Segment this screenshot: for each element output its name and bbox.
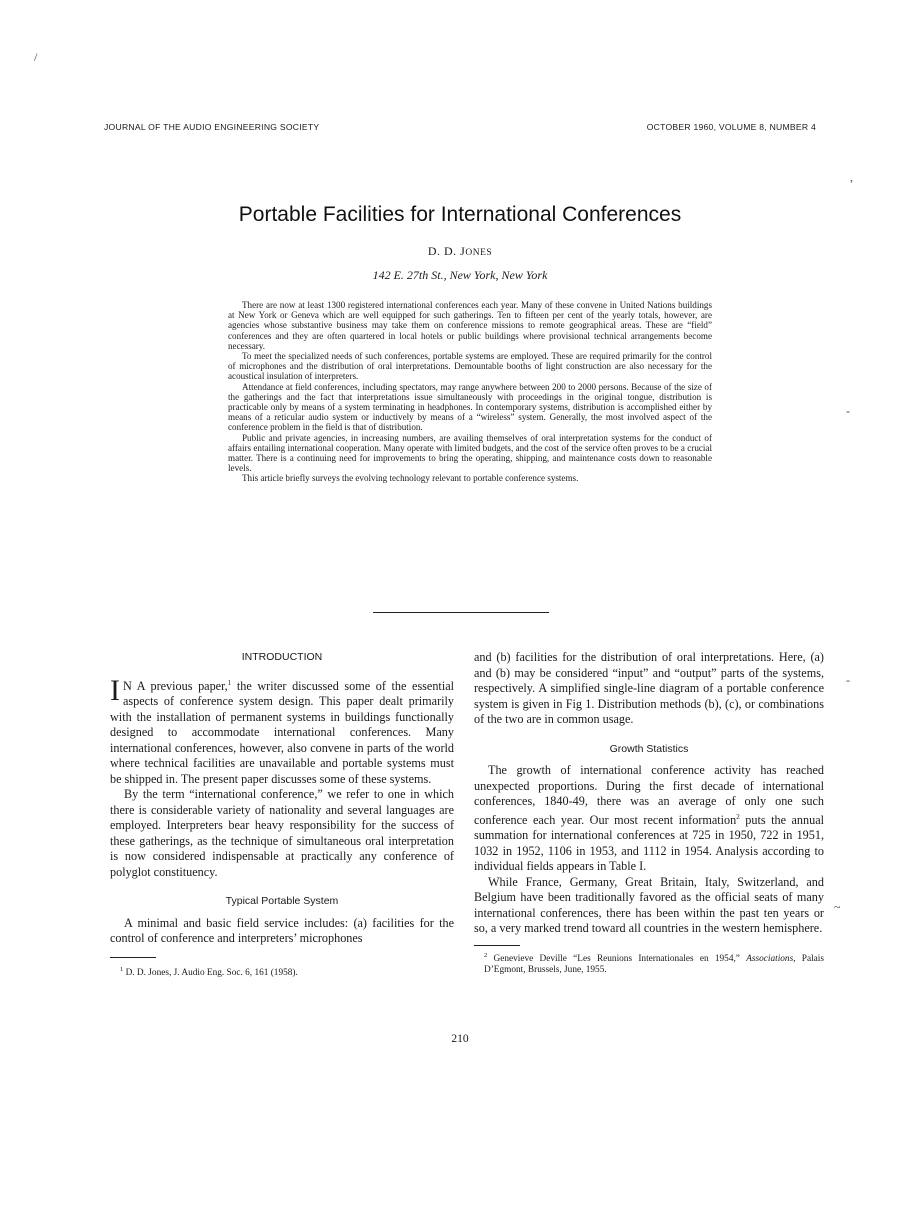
article-author (0, 244, 900, 259)
footnote (110, 964, 454, 979)
introduction-paragraph: By the term “international conference,” we refer to one in which there is considerable variety of nationality and several languages are employed. Interpreters bear heavy responsibility for the success of these gatherings, as the technique of simultaneous oral interpretation is now considered indispensable at practically any conference of polyglot constituency. (110, 787, 454, 879)
footnote (474, 950, 824, 976)
growth-body: puts the annual summation for international conferences at 725 in 1950, 722 in 1951, 1032 in 1952, 1106 in 1953, and 1112 in 1954. Analysis according to individual fields appears in Table I. (474, 812, 824, 874)
footnote-rule (110, 957, 156, 958)
issue-running-head: OCTOBER 1960, VOLUME 8, NUMBER 4 (646, 122, 816, 132)
footnote-text: D. D. Jones, J. Audio Eng. Soc. 6, 161 (1958). (123, 967, 298, 978)
introduction-heading: INTRODUCTION (241, 651, 323, 663)
author-address: 142 E. 27th St., New York, New York (372, 268, 548, 282)
typical-system-paragraph: A minimal and basic field service includes: (a) facilities for the control of conference and interpreters’ microphones (110, 915, 454, 946)
abstract-paragraph: Public and private agencies, in increasing numbers, are availing themselves of oral interpretation systems for the conduct of affairs entailing international cooperation. Many operate with limited budgets, and the cost of the service often proves to be a crucial matter. There is a continuing need for improvements to bring the operating, shipping, and maintenance costs down to reasonable levels. (228, 432, 712, 474)
reference-mark: 1 (227, 678, 232, 687)
growth-statistics-heading: Growth Statistics (609, 742, 689, 755)
growth-paragraph (474, 763, 824, 875)
scan-mark: - (846, 673, 850, 687)
abstract-paragraph: Attendance at field conferences, including spectators, may range anywhere between 200 to 2000 persons. Because of the size of the gatherings and the fact that interpretations issue simultaneously with proceedings in the original tongue, distribution is practicable only by means of a system terminating in headphones. In contemporary systems, distribution is accomplished either by means of a reticular audio system or inductively by means of a “wireless” system. Generally, the most involved aspect of the conference problem in the field is that of distribution. (228, 381, 712, 433)
footnote-text: Genevieve Deville “Les Reunions Internationales en 1954,” (487, 953, 747, 964)
left-column (110, 651, 454, 979)
scan-mark: / (34, 50, 38, 64)
abstract-paragraph: There are now at least 1300 registered international conferences each year. Many of these convene in United Nations buildings at New York or Geneva which are well equipped for such gatherings. Ten to fifteen per cent of the yearly totals, however, are agencies whose substantive business may take them on conference missions to remote geographical areas. These are “field” conferences and they are often quartered in local hotels or public buildings where provisional technical arrangements become necessary. (228, 300, 712, 351)
scan-mark: - (846, 404, 850, 418)
abstract (228, 300, 712, 484)
scan-mark: , (850, 170, 853, 184)
intro-body: the writer discussed some of the essential aspects of conference system design. This paper dealt primarily with the installation of permanent systems in buildings functionally designed to accommodate international conferences. Many international conferences, however, also convene in parts of the world where technical facilities are unavailable and portable systems must be shipped in. The present paper discusses some of these systems. (110, 678, 454, 786)
intro-lead: N A previous paper, (123, 678, 228, 693)
growth-lead: The growth of international conference activity has reached unexpected proportions. During the first decade of international conferences, 1840-49, there was an average of only one such conference each year. Our most recent information (474, 763, 824, 827)
footnote-journal: Associations (746, 953, 794, 964)
footnote-rule (474, 945, 520, 946)
introduction-paragraph (110, 673, 454, 788)
article-title: Portable Facilities for International Conferences (238, 203, 682, 226)
right-column (474, 650, 824, 976)
section-divider (373, 612, 549, 613)
abstract-paragraph: This article briefly surveys the evolving technology relevant to portable conference systems. (242, 473, 579, 484)
abstract-paragraph: To meet the specialized needs of such conferences, portable systems are employed. These are required primarily for the control of microphones and the distribution of oral interpretations. Demountable booths of light construction are also necessary for the acoustical insulation of interpreters. (228, 351, 712, 382)
typical-system-paragraph-continued: and (b) facilities for the distribution of oral interpretations. Here, (a) and (b) may be considered “input” and “output” parts of the systems, respectively. A simplified single-line diagram of a portable conference system is given in Fig 1. Distribution methods (b), (c), or combinations of the two are in common usage. (474, 650, 824, 726)
footnote-number: 2 (484, 951, 488, 959)
reference-mark: 2 (736, 812, 740, 821)
footnote-text: , Palais D’Egmont, Brussels, June, 1955. (484, 953, 824, 975)
typical-system-heading: Typical Portable System (225, 895, 339, 908)
footnote-number: 1 (120, 965, 124, 973)
growth-paragraph: While France, Germany, Great Britain, Italy, Switzerland, and Belgium have been traditionally favored as the official seats of many international conferences, there has been within the past ten years or so, a very marked trend toward all countries in the western hemisphere. (474, 874, 824, 936)
journal-running-head: JOURNAL OF THE AUDIO ENGINEERING SOCIETY (104, 122, 320, 132)
drop-cap: I (110, 673, 120, 707)
author-surname-small-caps: ONES (465, 248, 493, 258)
author-initials: D. D. J (427, 244, 466, 258)
scan-mark: ~ (834, 900, 841, 914)
page-number: 210 (451, 1033, 469, 1045)
